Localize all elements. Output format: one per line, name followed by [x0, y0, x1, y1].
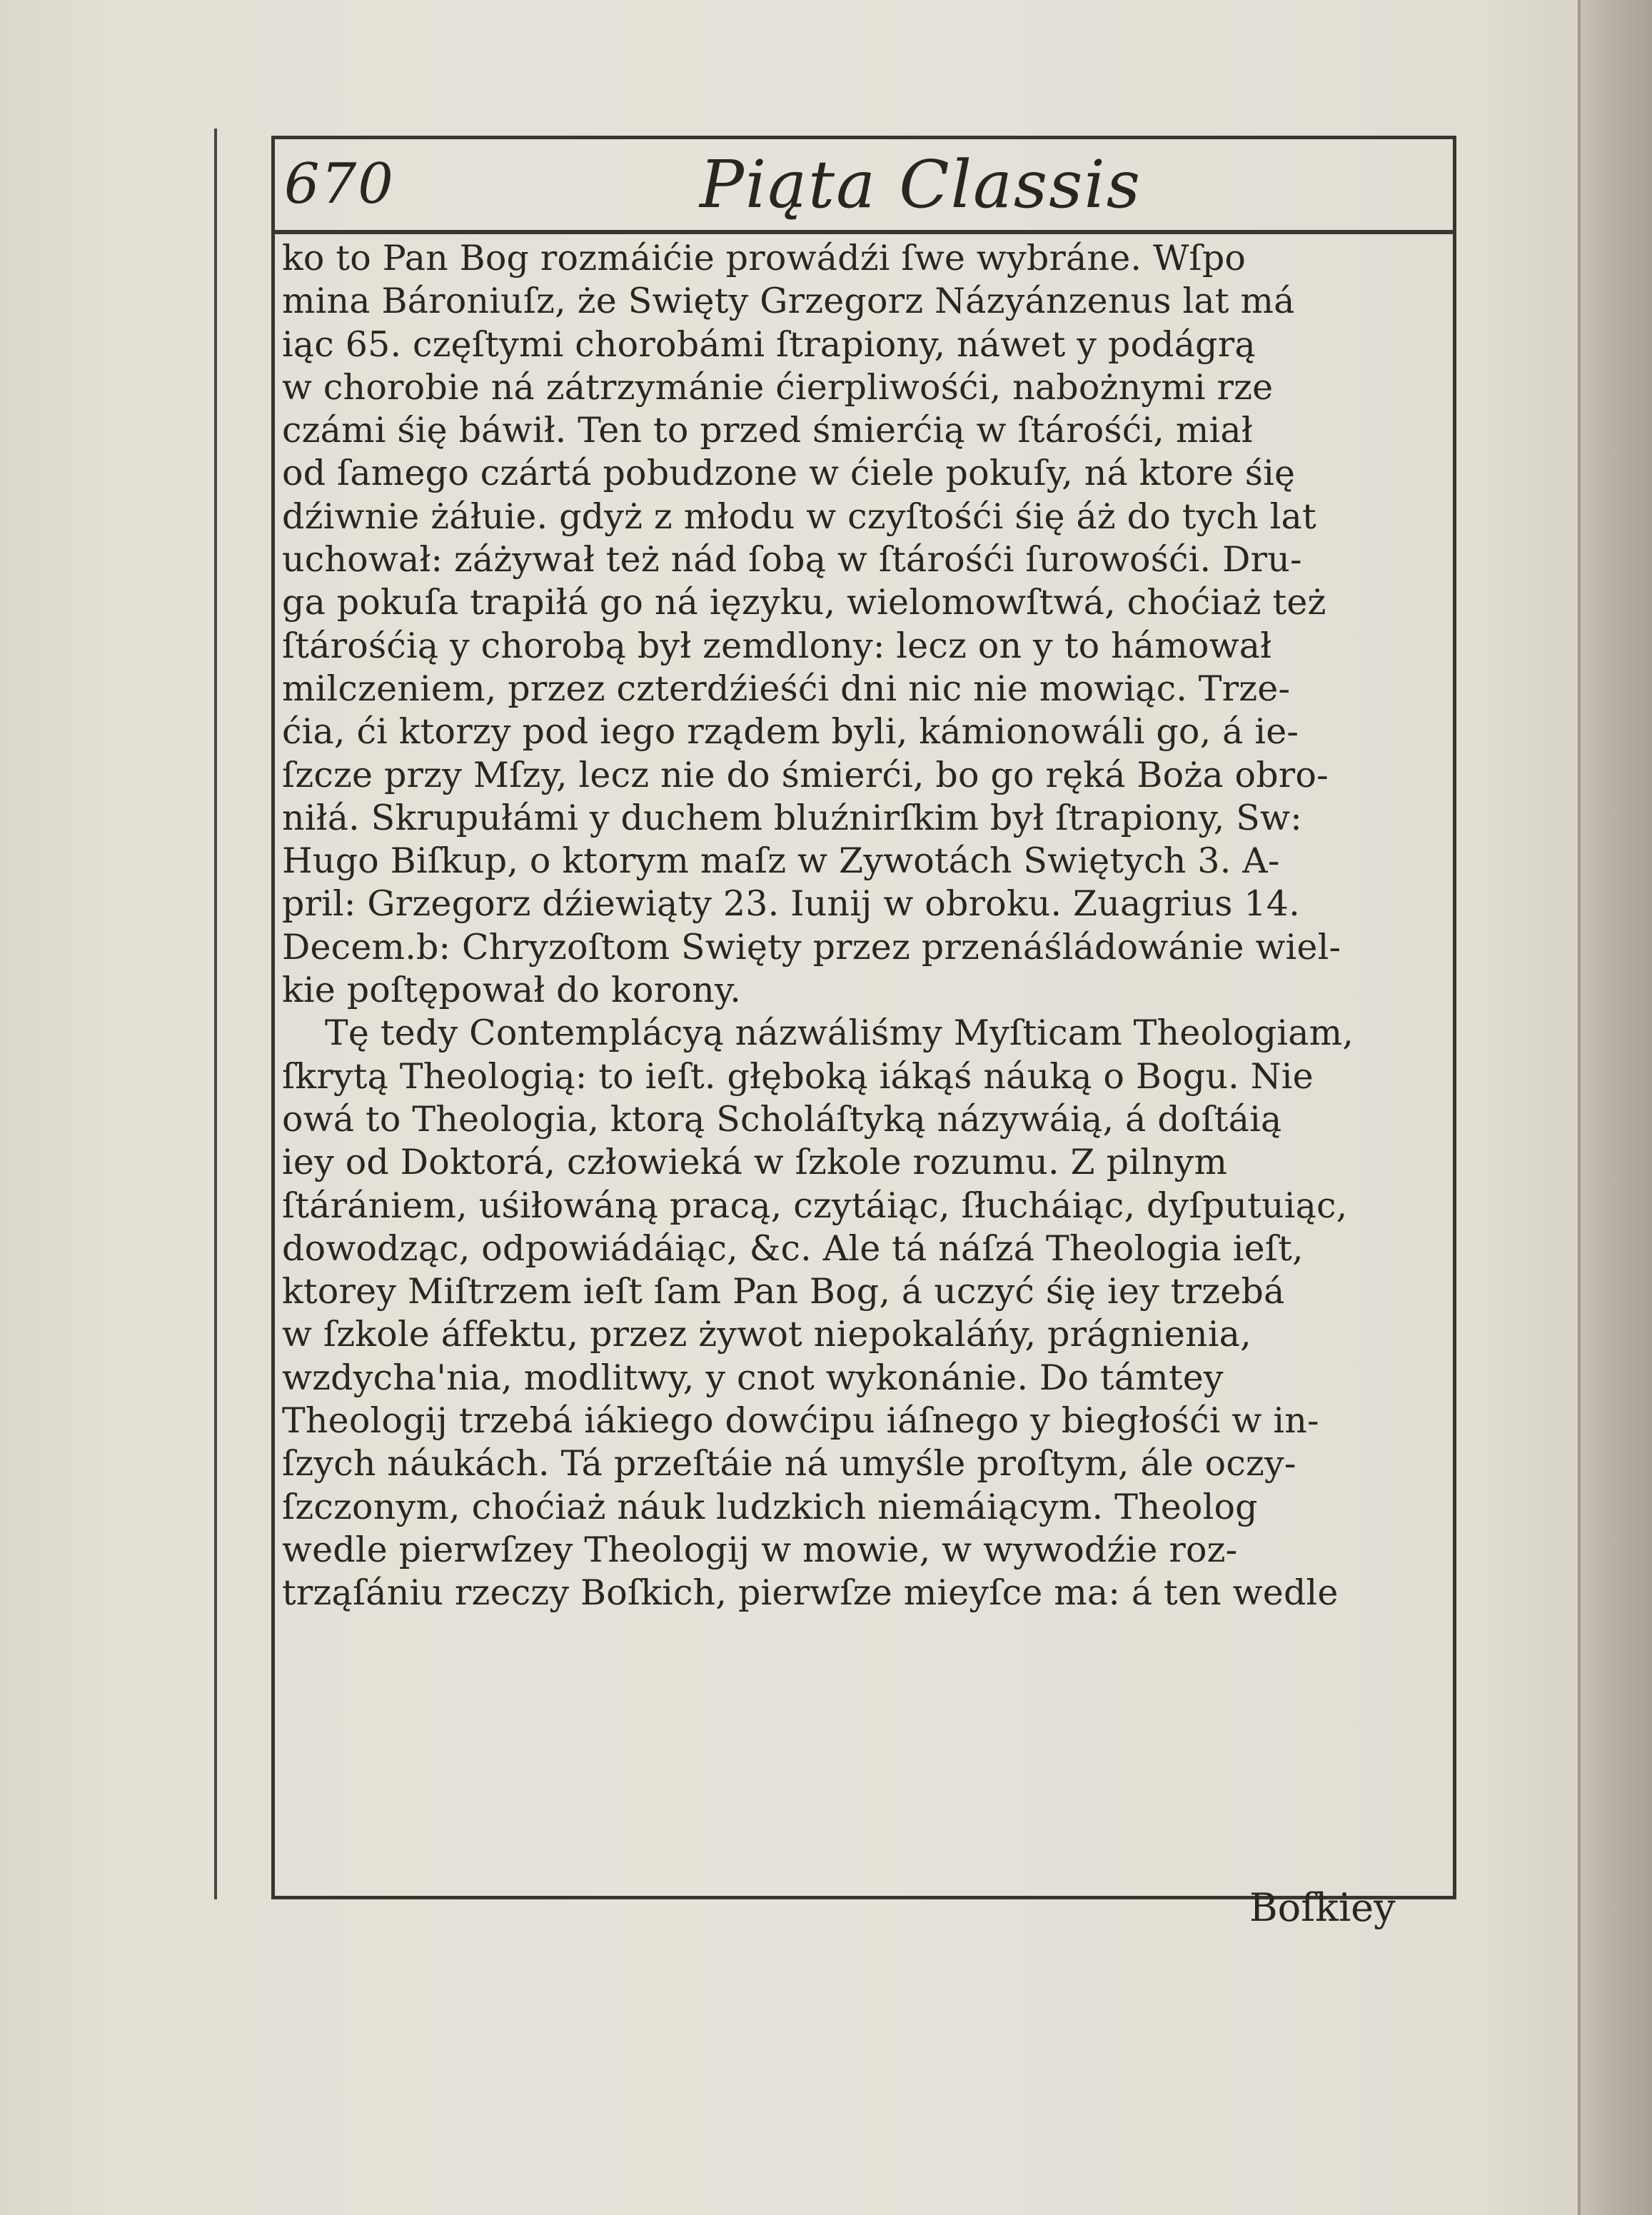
text-line: od ſamego czártá pobudzone w ćiele pokuſy, ná ktore śię — [282, 453, 1296, 494]
text-line: dźiwnie żáłuie. gdyż z młodu w czyſtośći śię áż do tych lat — [282, 496, 1316, 537]
text-line: w ſzkole áffektu, przez żywot niepokaláńy, prágnienia, — [282, 1314, 1251, 1355]
text-line: ga pokuſa trapiłá go ná ięzyku, wielomowſtwá, choćiaż też — [282, 582, 1326, 623]
text-line: Decem.b: Chryzoſtom Swięty przez przenáśládowánie wiel- — [282, 926, 1341, 968]
text-line: dowodząc, odpowiádáiąc, &c. Ale tá náſzá Theologia ieſt, — [282, 1227, 1304, 1269]
text-line: uchował: záżywał też nád ſobą w ſtárośći ſurowośći. Dru- — [282, 539, 1302, 581]
text-line: ſtárániem, uśiłowáną pracą, czytáiąc, ſłucháiąc, dyſputuiąc, — [282, 1185, 1348, 1226]
text-line: w chorobie ná zátrzymánie ćierpliwośći, nabożnymi rze — [282, 366, 1274, 408]
catchword: Boſkiey — [1249, 1885, 1396, 1930]
text-line: ſzych náukách. Tá przeſtáie ná umyśle proſtym, ále oczy- — [282, 1443, 1296, 1485]
header-rule — [271, 230, 1456, 234]
text-line: ko to Pan Bog rozmáićie prowádźi ſwe wybráne. Wſpo — [282, 238, 1246, 278]
text-line: pril: Grzegorz dźiewiąty 23. Iunij w obroku. Zuagrius 14. — [282, 883, 1300, 925]
text-line: ſzcze przy Mſzy, lecz nie do śmierći, bo go ręká Boża obro- — [282, 754, 1329, 795]
text-line: mina Bároniuſz, że Swięty Grzegorz Názyánzenus lat má — [282, 281, 1295, 322]
text-line: owá to Theologia, ktorą Scholáſtyką názywáią, á doſtáią — [282, 1098, 1282, 1140]
text-line: ktorey Miſtrzem ieſt ſam Pan Bog, á uczyć śię iey trzebá — [282, 1271, 1285, 1312]
text-line: trząſániu rzeczy Boſkich, pierwſze mieyſce ma: á ten wedle — [282, 1572, 1339, 1614]
book-gutter — [1578, 0, 1652, 2215]
text-line: Hugo Biſkup, o ktorym maſz w Zywotách Swiętych 3. A- — [282, 840, 1280, 882]
outer-margin-rule — [214, 129, 217, 1899]
text-line: czámi śię báwił. Ten to przed śmierćią w ſtárośći, miał — [282, 410, 1253, 451]
text-line: ſtárośćią y chorobą był zemdlony: lecz on y to hámował — [282, 625, 1272, 666]
text-line: kie poſtępował do korony. — [282, 970, 741, 1011]
running-title: Piąta Classis — [700, 146, 1142, 223]
text-line: wedle pierwſzey Theologij w mowie, w wywodźie roz- — [282, 1529, 1238, 1570]
text-line: wzdycha'nia, modlitwy, y cnot wykonánie. Do támtey — [282, 1357, 1224, 1398]
page-number: 670 — [284, 152, 395, 216]
text-line: Theologij trzebá iákiego dowćipu iáſnego y biegłośći w in- — [282, 1400, 1319, 1442]
body-text — [282, 237, 1453, 1615]
paragraph-start-line: Tę tedy Contemplácyą názwáliśmy Myſticam Theologiam, — [325, 1013, 1354, 1054]
text-line: iąc 65. częſtymi chorobámi ſtrapiony, náwet y podágrą — [282, 323, 1256, 365]
text-line: ſzczonym, choćiaż náuk ludzkich niemáiącym. Theolog — [282, 1486, 1258, 1527]
page-header — [278, 139, 1449, 232]
text-line: milczeniem, przez czterdźieśći dni nic nie mowiąc. Trze- — [282, 668, 1291, 709]
text-line: iey od Doktorá, człowieká w ſzkole rozumu. Z pilnym — [282, 1142, 1228, 1183]
text-line: ćia, ći ktorzy pod iego rządem byli, kámionowáli go, á ie- — [282, 711, 1299, 753]
text-line: ſkrytą Theologią: to ieſt. głęboką iákąś náuką o Bogu. Nie — [282, 1055, 1314, 1097]
text-line: niłá. Skrupułámi y duchem bluźnirſkim był ſtrapiony, Sw: — [282, 797, 1302, 838]
